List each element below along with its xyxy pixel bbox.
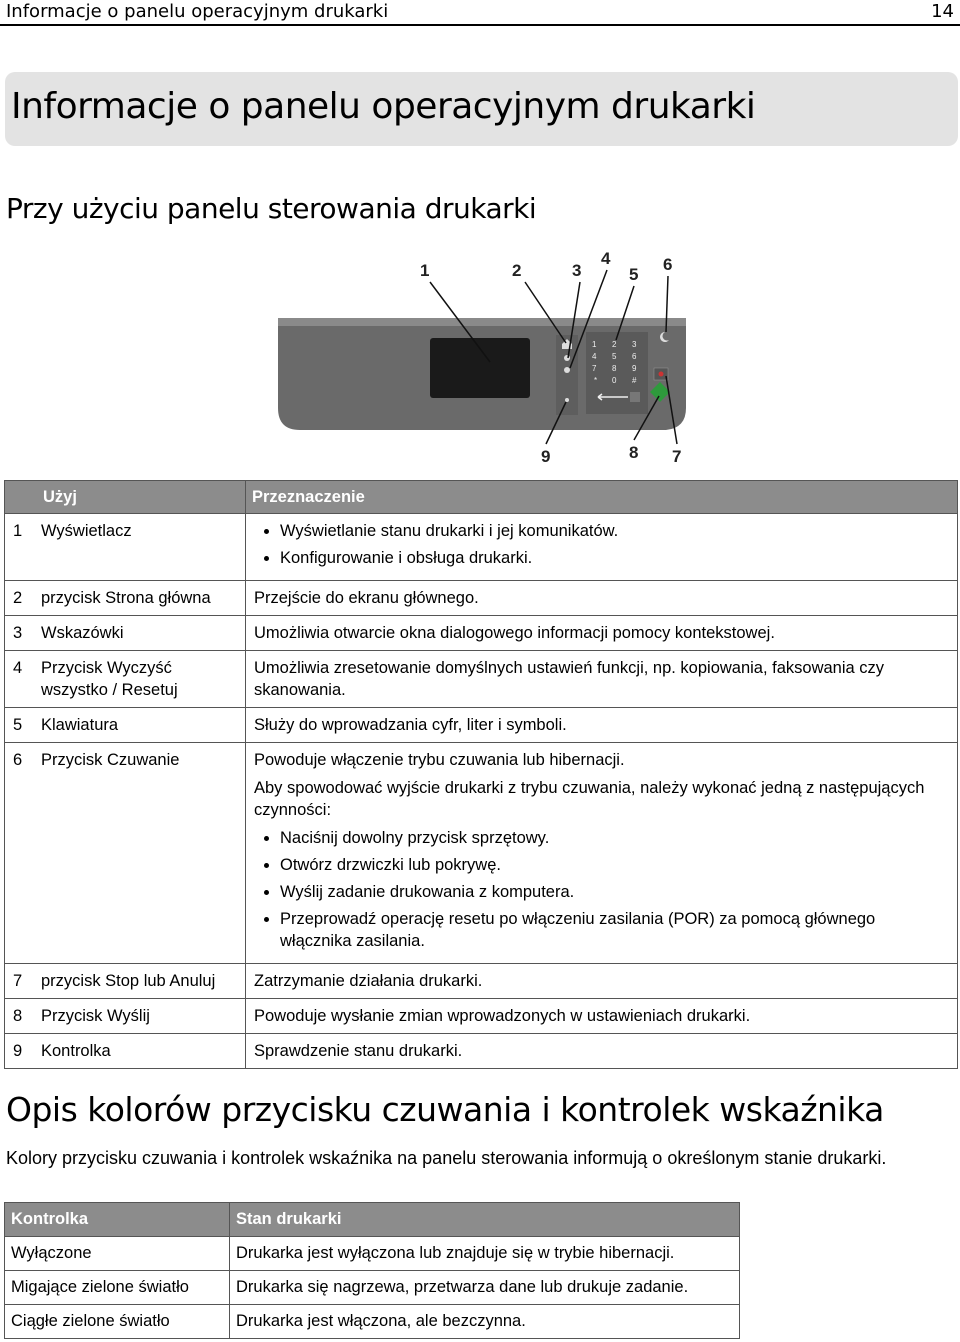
row-num: 8 [5,999,38,1034]
state-cell: Drukarka się nagrzewa, przetwarza dane lub drukuje zadanie. [230,1271,740,1305]
header-purpose: Przeznaczenie [246,481,958,514]
indicator-light [565,398,569,402]
callout-5: 5 [629,265,639,284]
panel-top-edge [278,318,686,326]
state-cell: Drukarka jest włączona, ale bezczynna. [230,1305,740,1339]
key-3: 3 [632,340,637,349]
row-use: Klawiatura [37,708,246,743]
row-purpose: Umożliwia zresetowanie domyślnych ustawień funkcji, np. kopiowania, faksowania czy skanowania. [246,651,958,708]
reset-icon [564,367,570,373]
bullet-list [254,520,949,569]
key-9: 9 [632,364,637,373]
table-row [5,514,958,581]
header-rule [0,24,960,26]
table-row [5,964,958,999]
row-use: przycisk Strona główna [37,581,246,616]
row-use: Przycisk Wyczyść wszystko / Resetuj [37,651,246,708]
row-purpose: Powoduje wysłanie zmian wprowadzonych w ustawieniach drukarki. [246,999,958,1034]
row-use: Kontrolka [37,1034,246,1069]
key-star: * [594,376,598,385]
callout-7: 7 [672,447,682,466]
table-row [5,1034,958,1069]
list-item: • Wyślij zadanie drukowania z komputera. [280,881,949,903]
stop-icon [659,372,664,377]
row-use: Wskazówki [37,616,246,651]
table-row [5,581,958,616]
callout-1: 1 [420,261,430,280]
bullet-list [254,827,949,952]
header-indicator: Kontrolka [5,1203,230,1237]
indicator-cell: Ciągłe zielone światło [5,1305,230,1339]
callout-8: 8 [629,443,639,462]
row-num: 3 [5,616,38,651]
header-state: Stan drukarki [230,1203,740,1237]
callout-6: 6 [663,255,673,274]
row-num: 5 [5,708,38,743]
list-item: • Konfigurowanie i obsługa drukarki. [280,547,949,569]
purpose-text: Powoduje włączenie trybu czuwania lub hibernacji. [254,751,625,769]
table-row [5,1237,740,1271]
help-icon [564,355,570,361]
section-heading: Przy użyciu panelu sterowania drukarki [6,192,537,225]
row-purpose [246,743,958,964]
key-4: 4 [592,352,597,361]
header-use: Użyj [37,481,246,514]
row-purpose: Sprawdzenie stanu drukarki. [246,1034,958,1069]
row-use: Przycisk Czuwanie [37,743,246,964]
row-num: 2 [5,581,38,616]
status-table [4,1202,740,1339]
key-5: 5 [612,352,617,361]
list-item: • Naciśnij dowolny przycisk sprzętowy. [280,827,949,849]
row-purpose: Umożliwia otwarcie okna dialogowego informacji pomocy kontekstowej. [246,616,958,651]
row-num: 1 [5,514,38,581]
list-item: • Wyświetlanie stanu drukarki i jej komunikatów. [280,520,949,542]
row-use: przycisk Stop lub Anuluj [37,964,246,999]
header-num [5,481,38,514]
control-panel-figure [270,240,700,470]
row-purpose: Służy do wprowadzania cyfr, liter i symboli. [246,708,958,743]
row-purpose: Przejście do ekranu głównego. [246,581,958,616]
page-title: Informacje o panelu operacyjnym drukarki [11,86,756,127]
table-row [5,651,958,708]
table-header-row [5,481,958,514]
indicator-cell: Wyłączone [5,1237,230,1271]
table-row [5,1305,740,1339]
header-title: Informacje o panelu operacyjnym drukarki [6,1,389,22]
row-num: 9 [5,1034,38,1069]
table-header-row [5,1203,740,1237]
row-num: 7 [5,964,38,999]
table-row [5,999,958,1034]
callout-2: 2 [512,261,522,280]
callout-3: 3 [572,261,582,280]
indicator-cell: Migające zielone światło [5,1271,230,1305]
callout-4: 4 [601,249,611,268]
section2-heading: Opis kolorów przycisku czuwania i kontrolek wskaźnika [6,1090,884,1129]
table-row [5,743,958,964]
state-cell: Drukarka jest wyłączona lub znajduje się w trybie hibernacji. [230,1237,740,1271]
purpose-text: Aby spowodować wyjście drukarki z trybu czuwania, należy wykonać jedną z następujących czynności: [254,779,925,819]
key-hash: # [632,376,637,385]
row-num: 6 [5,743,38,964]
controls-table [4,480,958,1069]
list-item: • Otwórz drzwiczki lub pokrywę. [280,854,949,876]
row-purpose [246,514,958,581]
key-8: 8 [612,364,617,373]
key-7: 7 [592,364,597,373]
callout-9: 9 [541,447,551,466]
row-use: Przycisk Wyślij [37,999,246,1034]
page-header [0,0,960,24]
row-purpose: Zatrzymanie działania drukarki. [246,964,958,999]
key-1: 1 [592,340,597,349]
table-row [5,708,958,743]
key-2: 2 [612,340,617,349]
display-screen [430,338,530,398]
key-0: 0 [612,376,617,385]
row-use: Wyświetlacz [37,514,246,581]
page-number: 14 [931,1,954,22]
keypad-key-right [630,392,640,402]
key-6: 6 [632,352,637,361]
section2-intro: Kolory przycisku czuwania i kontrolek wskaźnika na panelu sterowania informują o określonym stanie drukarki. [6,1148,887,1168]
list-item: • Przeprowadź operację resetu po włączeniu zasilania (POR) za pomocą głównego włącznika zasilania. [280,908,949,952]
row-num: 4 [5,651,38,708]
table-row [5,1271,740,1305]
table-row [5,616,958,651]
